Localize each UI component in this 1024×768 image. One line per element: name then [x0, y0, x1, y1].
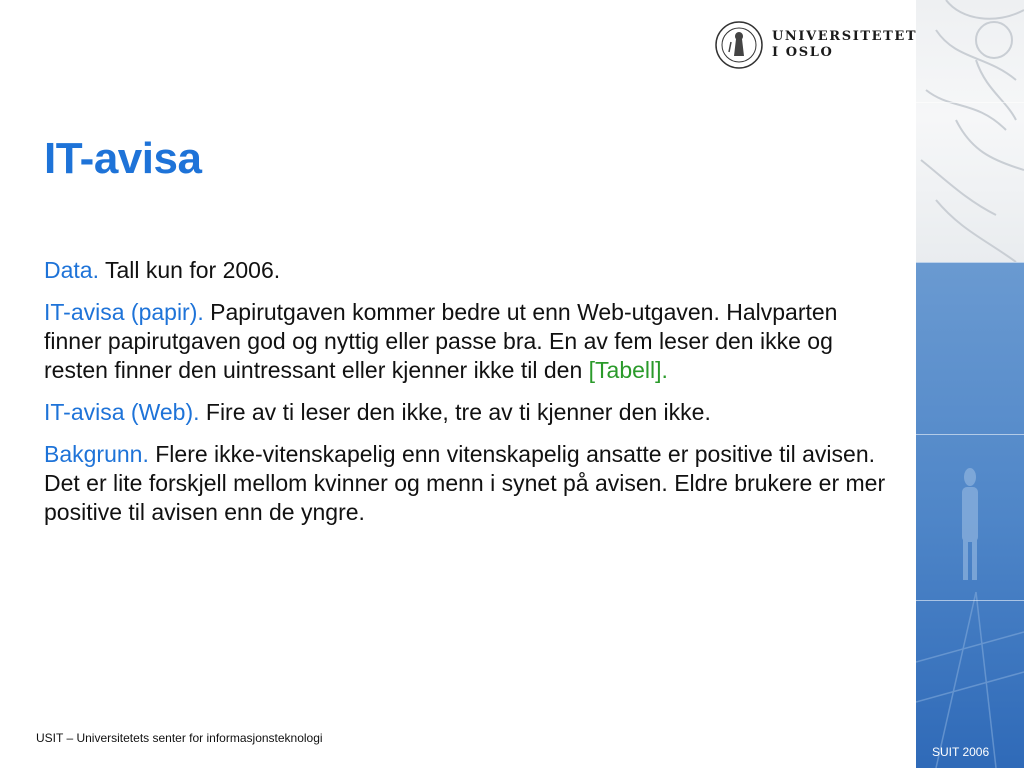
statue-decoration-top — [916, 0, 1024, 262]
paragraph-data — [44, 256, 894, 285]
slide-title: IT-avisa — [44, 134, 202, 183]
strip-divider — [916, 262, 1024, 263]
university-name — [772, 29, 917, 61]
paragraph-web — [44, 398, 894, 427]
figure-silhouette-icon — [916, 262, 1024, 768]
tabell-link[interactable]: [Tabell]. — [588, 357, 668, 383]
footer-organization: USIT – Universitetets senter for informasjonsteknologi — [36, 731, 323, 745]
statue-relief-icon — [916, 0, 1024, 262]
footer-event: SUIT 2006 — [932, 745, 990, 759]
paragraph-text: Papirutgaven kommer bedre ut enn Web-utgaven. Halvparten finner papirutgaven god og nyttig eller passe bra. En av fem leser den ikke og resten finner den uintressant eller kjenner ikke til den — [44, 299, 838, 383]
paragraph-text: Tall kun for 2006. — [98, 257, 281, 283]
paragraph-lead: Data. — [44, 257, 99, 283]
slide-body — [44, 256, 894, 540]
strip-divider — [916, 600, 1024, 601]
paragraph-lead: Bakgrunn. — [44, 441, 149, 467]
paragraph-papir — [44, 298, 894, 385]
university-seal-icon — [714, 20, 764, 70]
university-logo — [714, 20, 918, 72]
paragraph-lead: IT-avisa (Web). — [44, 399, 200, 425]
paragraph-text: Flere ikke-vitenskapelig enn vitenskapelig ansatte er positive til avisen. Det er lite forskjell mellom kvinner og menn i synet på avisen. Eldre brukere er mer positive til avisen enn de yngre. — [44, 441, 886, 525]
logo-line-2: I OSLO — [772, 45, 834, 60]
paragraph-lead: IT-avisa (papir). — [44, 299, 204, 325]
paragraph-text: Fire av ti leser den ikke, tre av ti kjenner den ikke. — [199, 399, 711, 425]
strip-divider — [916, 102, 1024, 103]
paragraph-bakgrunn — [44, 440, 894, 527]
strip-divider — [916, 434, 1024, 435]
statue-decoration-bottom — [916, 262, 1024, 768]
logo-line-1: UNIVERSITETET — [772, 29, 918, 44]
